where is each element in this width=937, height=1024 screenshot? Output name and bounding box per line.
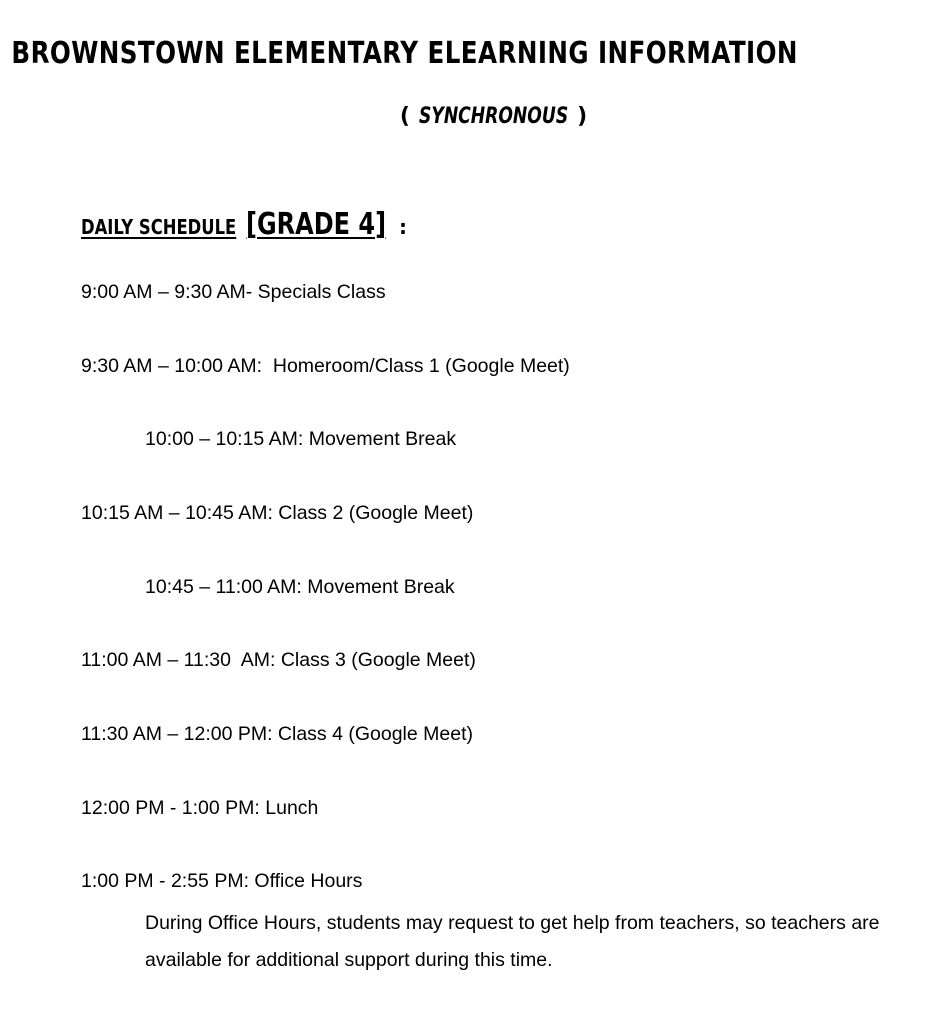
schedule-item-movement-break-2: 10:45 – 11:00 AM: Movement Break (145, 576, 455, 598)
schedule-item-office-hours: 1:00 PM - 2:55 PM: Office Hours (81, 870, 363, 892)
schedule-heading (81, 207, 407, 242)
office-hours-note: During Office Hours, students may request to get help from teachers, so teachers are available for additional support during this time. (145, 912, 880, 971)
schedule-item-lunch: 12:00 PM - 1:00 PM: Lunch (81, 797, 319, 819)
schedule-heading-label: DAILY SCHEDULE (81, 215, 237, 239)
schedule-heading-colon: : (398, 215, 407, 239)
subtitle-open-paren: ( (399, 104, 410, 129)
schedule-item-class-2: 10:15 AM – 10:45 AM: Class 2 (Google Meet) (81, 502, 474, 524)
subtitle-word: SYNCHRONOUS (418, 104, 569, 129)
document-subtitle (0, 104, 937, 129)
schedule-item-specials: 9:00 AM – 9:30 AM- Specials Class (81, 281, 386, 303)
schedule-heading-grade: [GRADE 4] (245, 207, 386, 242)
document-title: BROWNSTOWN ELEMENTARY ELEARNING INFORMATION (11, 36, 798, 71)
subtitle-close-paren: ) (577, 104, 588, 129)
schedule-item-class-3: 11:00 AM – 11:30 AM: Class 3 (Google Meet) (81, 649, 476, 671)
schedule-item-movement-break-1: 10:00 – 10:15 AM: Movement Break (145, 428, 457, 450)
schedule-item-homeroom: 9:30 AM – 10:00 AM: Homeroom/Class 1 (Google Meet) (81, 355, 570, 377)
schedule-item-class-4: 11:30 AM – 12:00 PM: Class 4 (Google Meet) (81, 723, 473, 745)
